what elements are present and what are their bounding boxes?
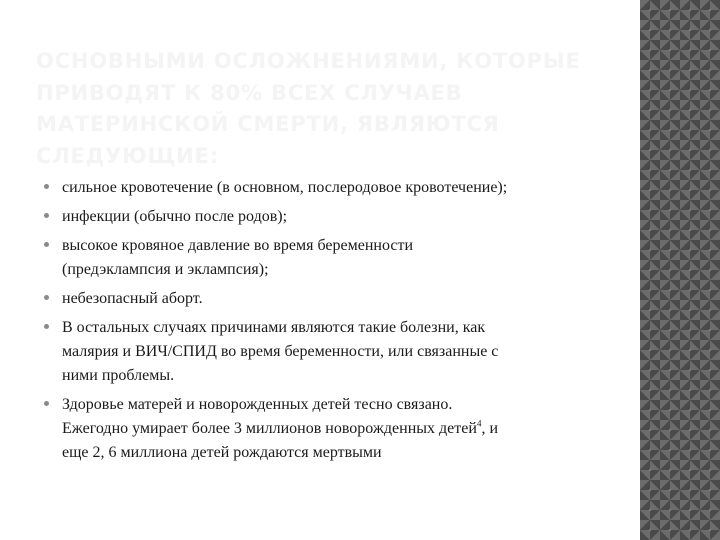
bullet-dot-icon (44, 213, 49, 218)
bullet-text: сильное кровотечение (в основном, послеродовое кровотечение); (62, 179, 508, 196)
bullet-dot-icon (44, 242, 49, 247)
bullet-dot-icon (44, 324, 49, 329)
list-item (44, 393, 514, 465)
bullet-text: небезопасный аборт. (62, 290, 203, 307)
list-item (44, 205, 514, 229)
bullet-list (44, 176, 514, 470)
bullet-text: В остальных случаях причинами являются такие болезни, как малярия и ВИЧ/СПИД во время беременности, или связанные с ними проблемы. (62, 319, 499, 384)
bullet-text-before: Здоровье матерей и новорожденных детей тесно связано. Ежегодно умирает более 3 миллионов новорожденных детей (62, 396, 477, 437)
slide-title: ОСНОВНЫМИ ОСЛОЖНЕНИЯМИ, КОТОРЫЕ ПРИВОДЯТ К 80% ВСЕХ СЛУЧАЕВ МАТЕРИНСКОЙ СМЕРТИ, ЯВЛЯЮТСЯ СЛЕДУЮЩИЕ: (36, 49, 581, 168)
decorative-diamond-pattern (640, 0, 720, 540)
list-item (44, 176, 514, 200)
bullet-text-after: , и еще 2, 6 миллиона детей рождаются мертвыми (62, 420, 498, 461)
bullet-text: инфекции (обычно после родов); (62, 208, 288, 225)
bullet-dot-icon (44, 184, 49, 189)
bullet-dot-icon (44, 295, 49, 300)
list-item (44, 287, 514, 311)
bullet-text: высокое кровяное давление во время беременности (предэклампсия и эклампсия); (62, 237, 414, 278)
footnote-marker: 4 (476, 418, 482, 429)
list-item (44, 316, 514, 388)
bullet-dot-icon (44, 401, 49, 406)
list-item (44, 234, 514, 282)
